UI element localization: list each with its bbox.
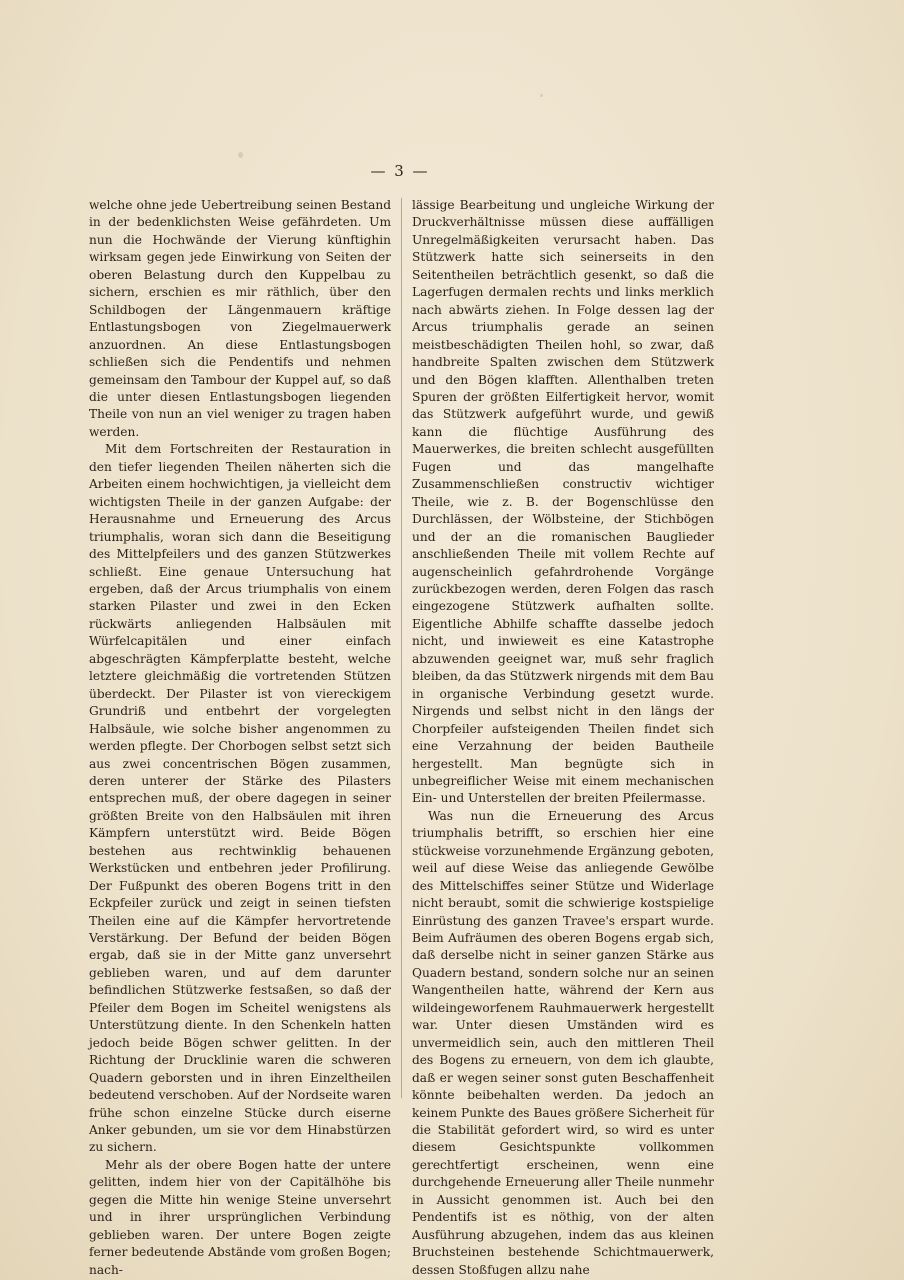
paragraph: Mehr als der obere Bogen hatte der untere gelitten, indem hier von der Capitälhöhe bis gegen die Mitte hin wenige Steine unversehrt und in ihrer ursprünglichen Verbindung geblieben waren. Der untere Bogen zeigte ferner bedeutende Abstände vom großen Bogen; nach- [89, 1157, 391, 1277]
paper-stain [238, 152, 243, 158]
paragraph: welche ohne jede Uebertreibung seinen Bestand in der bedenklichsten Weise gefährdeten. Um nun die Hochwände der Vierung künftighin wirksam gegen jede Einwirkung von Seiten der oberen Belastung durch den Kuppelbau zu sichern, erschien es mir räthlich, über den Schildbogen der Längenmauern kräftige Entlastungsbogen von Ziegelmauerwerk anzuordnen. An diese Entlastungsbogen schließen sich die Pendentifs und nehmen gemeinsam den Tambour der Kuppel auf, so daß die unter diesen Entlastungsbogen liegenden Theile von nun an viel weniger zu tragen haben werden. [89, 198, 391, 439]
paragraph: Mit dem Fortschreiten der Restauration in den tiefer liegenden Theilen näherten sich die Arbeiten einem hochwichtigen, ja vielleicht dem wichtigsten Theile in der ganzen Aufgabe: der Herausnahme und Erneuerung des Arcus triumphalis, woran sich dann die Beseitigung des Mittelpfeilers und des ganzen Stützwerkes schließt. Eine genaue Untersuchung hat ergeben, daß der Arcus triumphalis von einem starken Pilaster und zwei in den Ecken rückwärts anliegenden Halbsäulen mit Würfelcapitälen und einer einfach abgeschrägten Kämpferplatte besteht, welche letztere gleichmäßig die vortretenden Stützen überdeckt. Der Pilaster ist von viereckigem Grundriß und entbehrt der vorgelegten Halbsäule, wie solche bisher angenommen zu werden pflegte. Der Chorbogen selbst setzt sich aus zwei concentrischen Bögen zusammen, deren unterer der Stärke des Pilasters entsprechen muß, der obere dagegen in seiner größten Breite von den Halbsäulen mit ihren Kämpfern unterstützt wird. Beide Bögen bestehen aus rechtwinklig behauenen Werkstücken und entbehren jeder Profilirung. Der Fußpunkt des oberen Bogens tritt in den Eckpfeiler zurück und zeigt in seinen tiefsten Theilen eine auf die Kämpfer hervortretende Verstärkung. Der Befund der beiden Bögen ergab, daß sie in der Mitte ganz unversehrt geblieben waren, und auf dem darunter befindlichen Stützwerke festsaßen, so daß der Pfeiler dem Bogen im Scheitel wenigstens als Unterstützung diente. In den Schenkeln hatten jedoch beide Bögen schwer gelitten. In der Richtung der Drucklinie waren die schweren Quadern geborsten und in ihren Einzeltheilen bedeutend verschoben. Auf der Nordseite waren frühe schon einzelne Stücke durch eiserne Anker gebunden, um sie vor dem Hinabstürzen zu sichern. [89, 442, 391, 1155]
paragraph: lässige Bearbeitung und ungleiche Wirkung der Druckverhältnisse müssen diese auffälligen Unregelmäßigkeiten verursacht haben. Das Stützwerk hatte sich seinerseits in den Seitentheilen beträchtlich gesenkt, so daß die Lagerfugen dermalen rechts und links merklich nach abwärts ziehen. In Folge dessen lag der Arcus triumphalis gerade an seinen meistbeschädigten Theilen hohl, so zwar, daß handbreite Spalten zwischen dem Stützwerk und den Bögen klafften. Allenthalben treten Spuren der größten Eilfertigkeit hervor, womit das Stützwerk aufgeführt wurde, und gewiß kann die flüchtige Ausführung des Mauerwerkes, die breiten schlecht ausgefüllten Fugen und das mangelhafte Zusammenschließen constructiv wichtiger Theile, wie z. B. der Bogenschlüsse den Durchlässen, der Wölbsteine, der Stichbögen und der an die romanischen Bauglieder anschließenden Theile mit vollem Rechte auf augenscheinlich gefahrdrohende Vorgänge zurückbezogen werden, deren Folgen das rasch eingezogene Stützwerk aufhalten sollte. Eigentliche Abhilfe schaffte dasselbe jedoch nicht, und inwieweit es eine Katastrophe abzuwenden geeignet war, muß sehr fraglich bleiben, da das Stützwerk nirgends mit dem Bau in organische Verbindung gesetzt wurde. Nirgends und selbst nicht in den längs der Chorpfeiler aufsteigenden Theilen findet sich eine Verzahnung der beiden Bautheile hergestellt. Man begnügte sich in unbegreiflicher Weise mit einem mechanischen Ein- und Unterstellen der breiten Pfeilermasse. [412, 198, 714, 806]
paper-stain [540, 94, 543, 97]
paragraph: Was nun die Erneuerung des Arcus triumphalis betrifft, so erschien hier eine stückweise vorzunehmende Ergänzung geboten, weil auf diese Weise das anliegende Gewölbe des Mittelschiffes seiner Stütze und Widerlage nicht beraubt, somit die schwierige kostspielige Einrüstung des ganzen Travee's erspart wurde. Beim Aufräumen des oberen Bogens ergab sich, daß derselbe nicht in seiner ganzen Stärke aus Quadern bestand, sondern solche nur an seinen Wangentheilen hatte, während der Kern aus wildeingeworfenem Rauhmauerwerk hergestellt war. Unter diesen Umständen wird es unvermeidlich sein, auch den mittleren Theil des Bogens zu erneuern, von dem ich glaubte, daß er wegen seiner sonst guten Beschaffenheit könnte beibehalten werden. Da jedoch an keinem Punkte des Baues größere Sicherheit für die Stabilität gefordert wird, so wird es unter diesem Gesichtspunkte vollkommen gerechtfertigt erscheinen, wenn eine durchgehende Erneuerung aller Theile nunmehr in Aussicht genommen ist. Auch bei den Pendentifs ist es nöthig, von der alten Ausführung abzugehen, indem das aus kleinen Bruchsteinen bestehende Schichtmauerwerk, dessen Stoßfugen allzu nahe [412, 808, 714, 1277]
right-text-column [412, 197, 714, 1279]
page-number: — 3 — [370, 162, 430, 180]
column-divider [401, 198, 402, 1098]
left-text-column [89, 197, 391, 1279]
